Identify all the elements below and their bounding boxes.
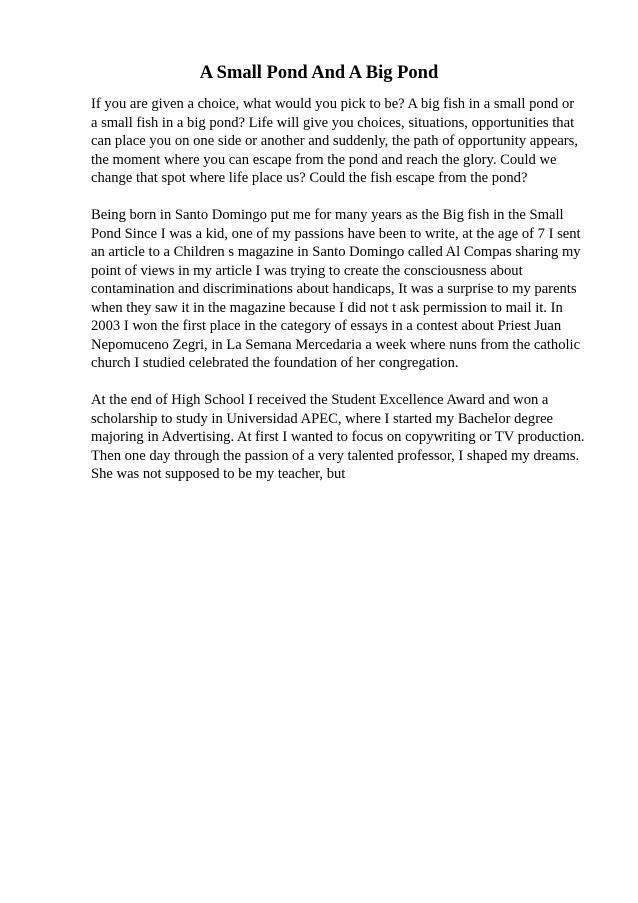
paragraph-2 — [91, 206, 591, 373]
paragraph-line: change that spot where life place us? Could the fish escape from the pond? — [91, 170, 528, 186]
paragraph-line: point of views in my article I was trying to create the consciousness about — [91, 262, 523, 279]
paragraph-line: the moment where you can escape from the pond and reach the glory. Could we — [91, 151, 557, 168]
paragraph-line: Pond Since I was a kid, one of my passions have been to write, at the age of 7 I sent — [91, 225, 581, 242]
paragraph-line: 2003 I won the first place in the category of essays in a contest about Priest Juan — [91, 318, 562, 334]
paragraph-line: Nepomuceno Zegri, in La Semana Mercedaria a week where nuns from the catholic — [91, 336, 581, 353]
paragraph-line: when they saw it in the magazine because I did not t ask permission to mail it. In — [91, 299, 563, 316]
paragraph-1 — [91, 95, 591, 188]
document-body — [91, 95, 591, 502]
paragraph-line: majoring in Advertising. At first I wanted to focus on copywriting or TV production. — [91, 429, 585, 445]
paragraph-line: contamination and discriminations about handicaps, It was a surprise to my parents — [91, 281, 577, 297]
paragraph-line: scholarship to study in Universidad APEC, where I started my Bachelor degree — [91, 410, 554, 427]
paragraph-line: church I studied celebrated the foundation of her congregation. — [91, 355, 459, 371]
paragraph-line: Then one day through the passion of a very talented professor, I shaped my dreams. — [91, 447, 580, 464]
document-title: A Small Pond And A Big Pond — [199, 63, 439, 83]
paragraph-line: Being born in Santo Domingo put me for many years as the Big fish in the Small — [91, 207, 564, 223]
paragraph-line: a small fish in a big pond? Life will give you choices, situations, opportunities that — [91, 114, 575, 131]
paragraph-line: If you are given a choice, what would you pick to be? A big fish in a small pond or — [91, 96, 575, 112]
paragraph-line: an article to a Children s magazine in Santo Domingo called Al Compas sharing my — [91, 244, 581, 260]
paragraph-line: At the end of High School I received the Student Excellence Award and won a — [91, 392, 549, 408]
paragraph-line: can place you on one side or another and suddenly, the path of opportunity appears, — [91, 133, 578, 149]
paragraph-line: She was not supposed to be my teacher, but — [91, 466, 346, 482]
paragraph-3 — [91, 391, 591, 484]
